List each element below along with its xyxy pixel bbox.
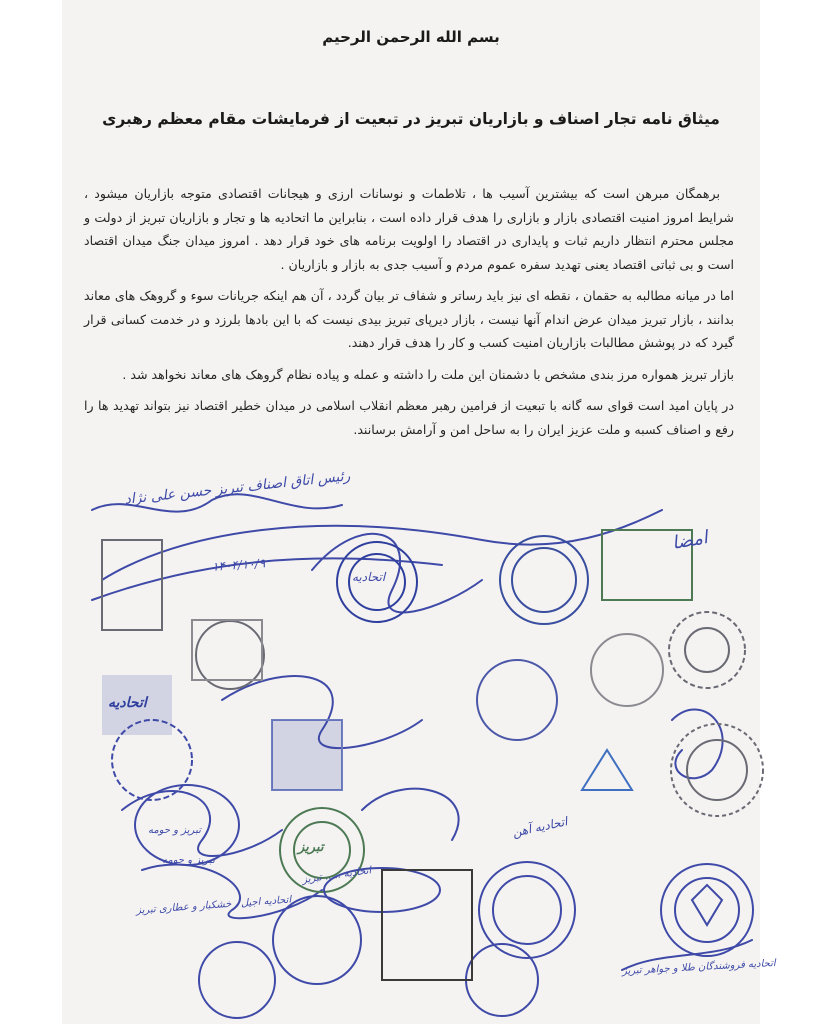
handwritten-signature-head: رئیس اتاق اصناف تبریز حسن علی نژاد [123,468,352,508]
handwritten-union-note: اتحادیه ..... تبریز [301,865,372,886]
stamp-fills [102,675,342,790]
handwritten-jewelry-union: اتحادیه فروشندگان طلا و جواهر تبریز [621,957,776,978]
signature-scribbles [92,494,752,970]
document-body [84,182,734,449]
handwritten-nuts-union: اتحادیه اجیل ، خشکبار و عطاری تبریز [135,894,292,917]
stamp-square-gray [102,540,162,630]
square-stamps [102,530,722,980]
stamp-text-tabriz: تبریز [298,840,324,855]
handwritten-date: ۱۴۰۴/۱۰/۹ [211,556,266,574]
document-title: میثاق نامه تجار اصناف و بازاریان تبریز در تبعیت از فرمایشات مقام معظم رهبری [102,110,720,128]
paragraph-2: اما در میانه مطالبه به حقمان ، نقطه ای نیز باید رساتر و شفاف تر بیان گردد ، آن هم اینکه جریانات سوء و گروهک های معاند بدانند ، بازار تبریز میدان عرض اندام آنها نیست ، بازار دیرپای تبریز بیدی نیست که با این بادها بلرزد و در خدمت کسانی قرار گیرد که در پوشش مطالبات بازاریان امنیت کسب و کار را هدف قرار دهند. [84,288,734,350]
document-page [62,0,776,1024]
basmala-heading: بسم الله الرحمن الرحیم [322,28,500,46]
stamp-gear-gray [669,612,745,688]
stamp-bottom-2 [466,944,538,1016]
stamp-gear-2 [671,724,763,816]
stamp-octagon-gray [591,634,663,706]
paragraph-4: در پایان امید است قوای سه گانه با تبعیت از فرامین رهبر معظم انقلاب اسلامی در میدان خطیر اقتصاد نیز بتواند تهدید ها را رفع و اصناف کسبه و ملت عزیز ایران را به ساحل امن و آرامش برسانند. [84,398,734,437]
paragraph-3: بازار تبریز همواره مرز بندی مشخص با دشمنان این ملت را داشته و عمله و پیاده نظام گروهک های معاند نخواهد شد . [122,366,734,382]
stamp-logo-ettehadieh: اتحادیه [108,695,147,711]
signatures-and-stamps-area [62,468,776,1024]
stamp-round-4 [273,896,361,984]
stamp-round-1 [500,536,588,624]
stamp-building-logo [382,870,472,980]
stamp-text-tabriz-suburbs: تبریز و حومه [148,825,201,836]
stamp-round-gray [196,621,264,689]
stamp-round-2 [477,660,557,740]
handwritten-signature-right: امضا [670,527,710,554]
stamp-bottom-1 [199,942,275,1018]
stamp-text-ettehadieh: اتحادیه [352,570,386,584]
stamps-graphic [62,470,760,1024]
handwritten-iron-union: اتحادیه آهن [511,814,569,840]
round-stamps [112,536,763,1018]
stamp-triangle-logo [582,750,632,790]
stamp-text-tabriz-suburbs-2: تبریز و حومه [162,855,215,866]
paragraph-1: برهمگان مبرهن است که بیشترین آسیب ها ، تلاطمات و نوسانات ارزی و هیجانات اقتصادی متوجه بازاریان میشود ، شرایط امروز امنیت اقتصادی بازار و بازاری را هدف قرار داده است ، بنابراین ما اتحادیه ها و تجار و بازاریان تبریز از دولت و مجلس محترم انتظار داریم ثبات و پایداری در اقتصاد را اولویت برنامه های خود قرار دهد . امروز میدان جنگ میدان اقتصاد است و بی ثباتی اقتصاد یعنی تهدید سفره عموم مردم و آسیب جدی به بازار و بازاریان . [84,186,734,272]
